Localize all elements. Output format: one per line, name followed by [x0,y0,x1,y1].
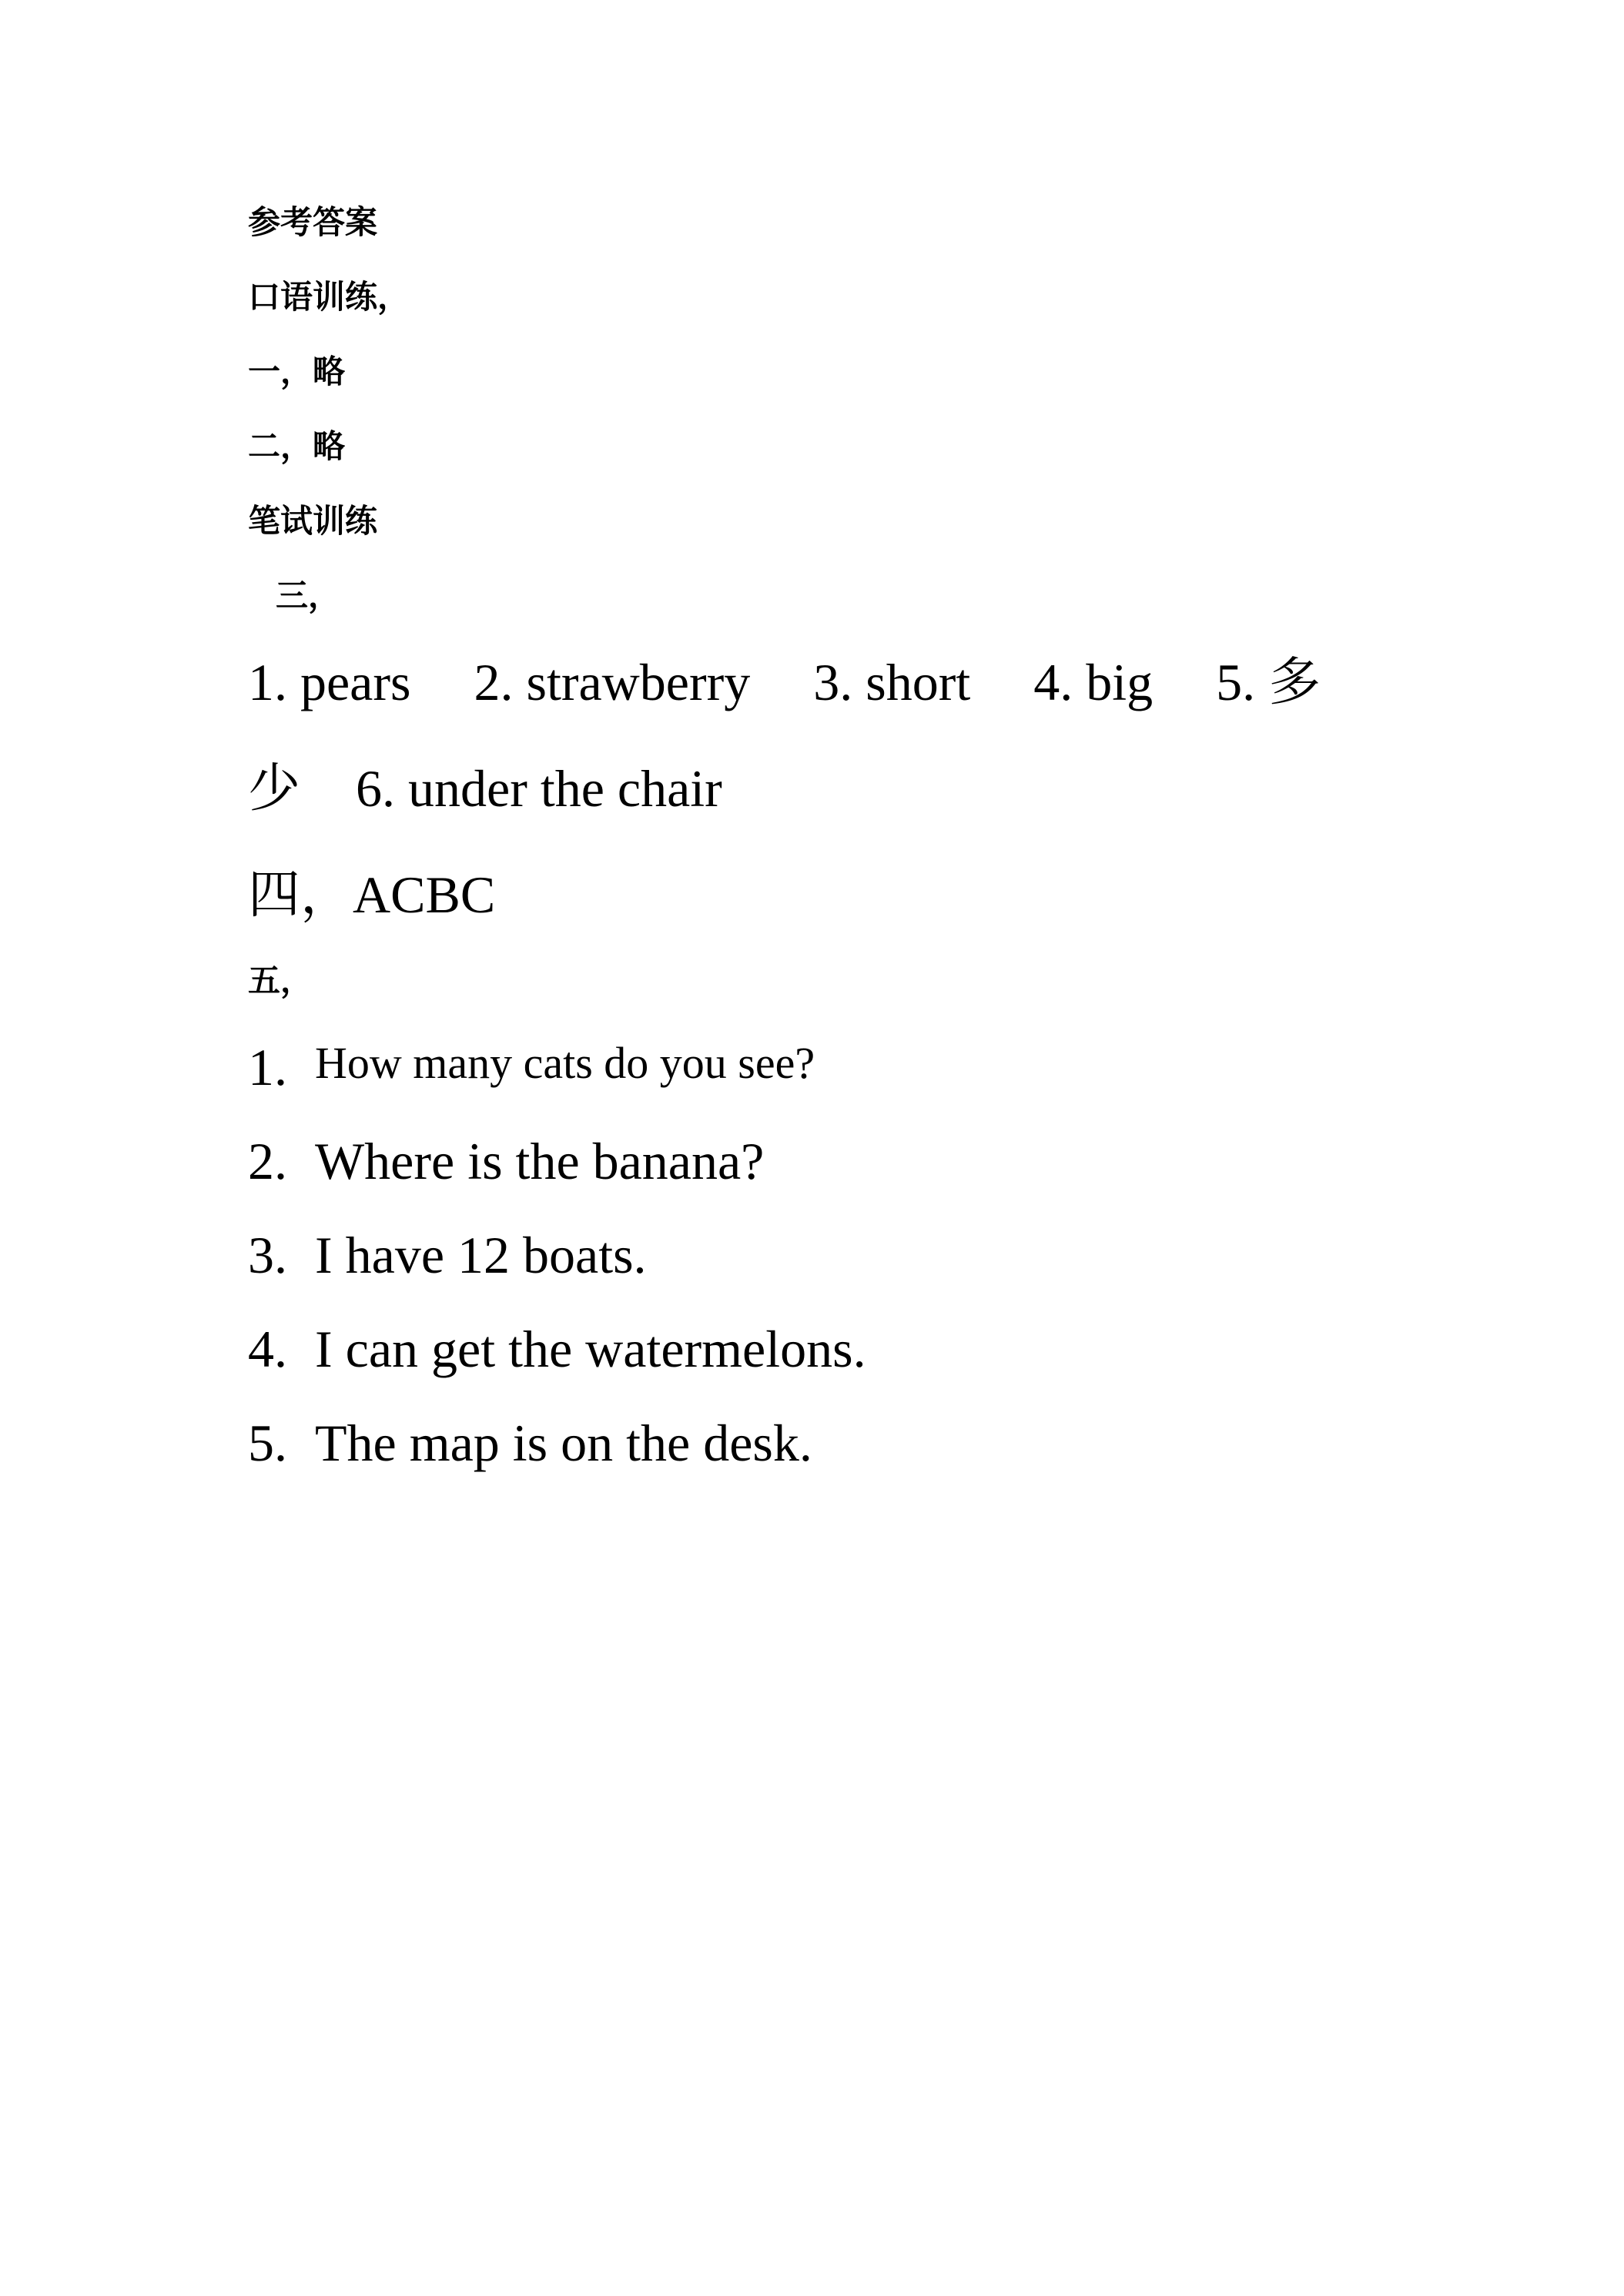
part-three-label: 三， [276,577,341,614]
sentence-text: The map is on the desk. [315,1414,812,1472]
page-heading: 参考答案 [248,203,378,241]
part-three-answer-6: 6. under the chair [356,759,722,818]
part-five-sentence-2 [248,1132,765,1190]
part-five-sentence-5 [248,1414,812,1472]
part-three-answer-2: 2. strawberry [474,653,751,711]
sentence-number: 5. [248,1414,287,1472]
part-two-answer: 二，略 [248,427,346,465]
sentence-number: 1. [248,1038,287,1096]
part-five-sentence-1 [248,1038,815,1096]
part-four-answer: 四，ACBC [248,865,496,924]
part-one-answer: 一，略 [248,353,346,390]
sentence-text: I can get the watermelons. [315,1320,866,1378]
sentence-text: Where is the banana? [315,1132,765,1190]
part-three-answer-4: 4. big [1033,653,1154,711]
sentence-number: 3. [248,1226,287,1284]
part-three-answer-5: 5. 多 [1216,653,1321,711]
sentence-text: I have 12 boats. [315,1226,647,1284]
part-three-wrapped-char: 少 [248,759,301,818]
sentence-number: 2. [248,1132,287,1190]
part-five-sentence-3 [248,1226,647,1284]
sentence-text: How many cats do you see? [315,1038,815,1088]
part-three-answer-1: 1. pears [248,653,411,711]
oral-training-title: 口语训练， [248,278,410,316]
part-five-sentence-4 [248,1320,866,1378]
part-three-answers-continued [248,759,722,818]
part-five-label: 五， [248,962,313,999]
part-three-answer-3: 3. short [813,653,971,711]
part-three-answers [248,653,1321,711]
written-training-title: 笔试训练 [248,502,378,540]
sentence-number: 4. [248,1320,287,1378]
